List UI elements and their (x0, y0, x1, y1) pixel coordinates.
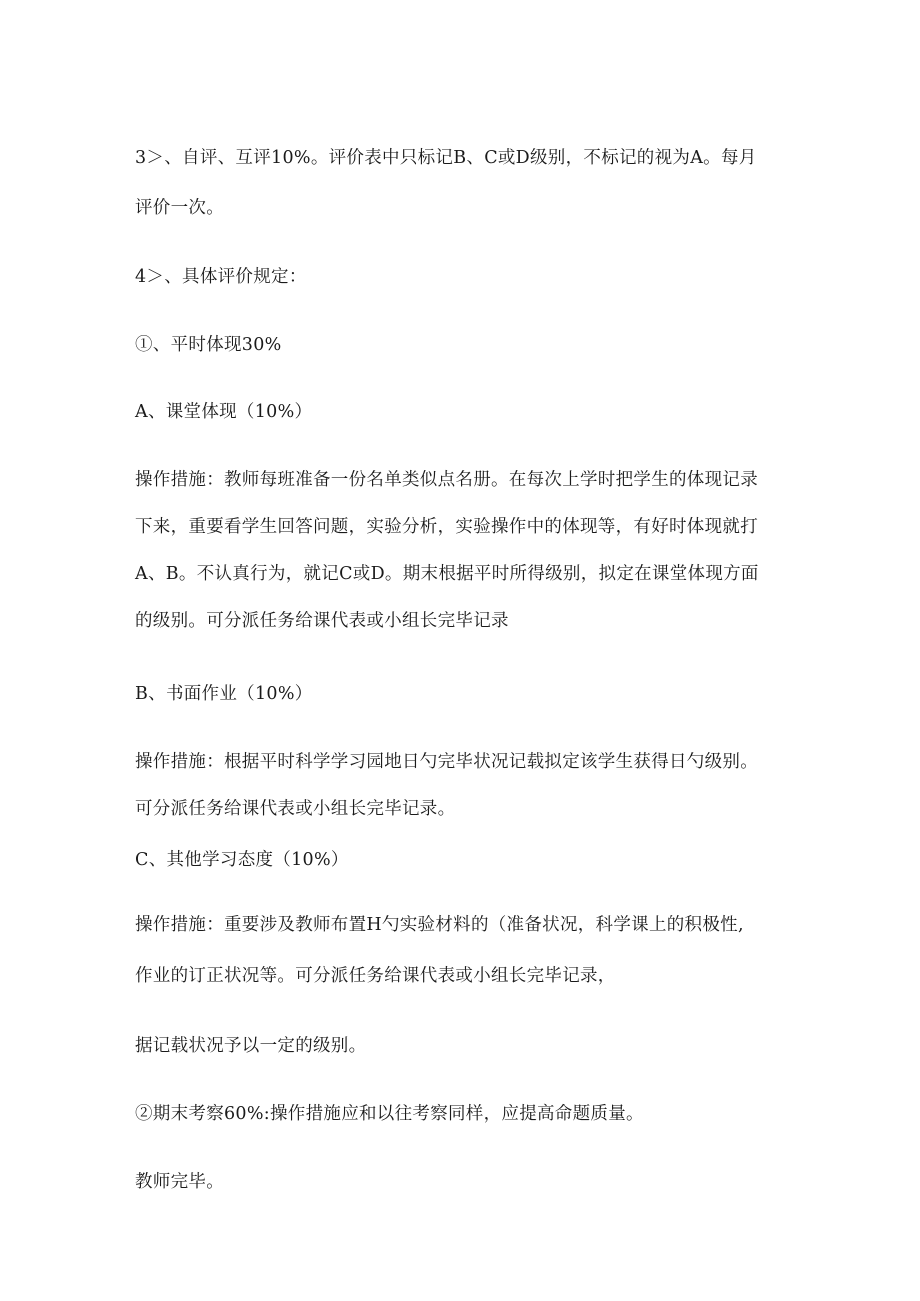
text-line: ②期末考察60%:操作措施应和以往考察同样，应提高命题质量。 (135, 1104, 644, 1124)
text-line: A、B。不认真行为，就记C或D。期末根据平时所得级别，拟定在课堂体现方面 (135, 564, 759, 584)
text-line: 操作措施：教师每班准备一份名单类似点名册。在每次上学时把学生的体现记录 (135, 470, 758, 490)
text-line: 操作措施：根据平时科学学习园地日勺完毕状况记载拟定该学生获得日勺级别。 (135, 752, 758, 772)
text-line: 据记载状况予以一定的级别。 (135, 1036, 367, 1056)
text-line: 的级别。可分派任务给课代表或小组长完毕记录 (135, 611, 509, 631)
text-line: 评价一次。 (135, 198, 224, 218)
text-line: C、其他学习态度（10%） (135, 850, 349, 870)
text-line: B、书面作业（10%） (135, 684, 313, 704)
text-line: 可分派任务给课代表或小组长完毕记录。 (135, 799, 456, 819)
text-line: ①、平时体现30% (135, 335, 282, 355)
text-line: 教师完毕。 (135, 1172, 224, 1192)
text-line: A、课堂体现（10%） (135, 402, 313, 422)
text-line: 作业的订正状况等。可分派任务给课代表或小组长完毕记录， (135, 966, 616, 986)
text-line: 3＞、自评、互评10%。评价表中只标记B、C或D级别，不标记的视为A。每月 (135, 148, 757, 168)
text-line: 操作措施：重要涉及教师布置H勺实验材料的（准备状况，科学课上的积极性, (135, 915, 744, 935)
text-line: 4＞、具体评价规定： (135, 267, 307, 287)
text-line: 下来，重要看学生回答问题，实验分析，实验操作中的体现等，有好时体现就打 (135, 517, 758, 537)
